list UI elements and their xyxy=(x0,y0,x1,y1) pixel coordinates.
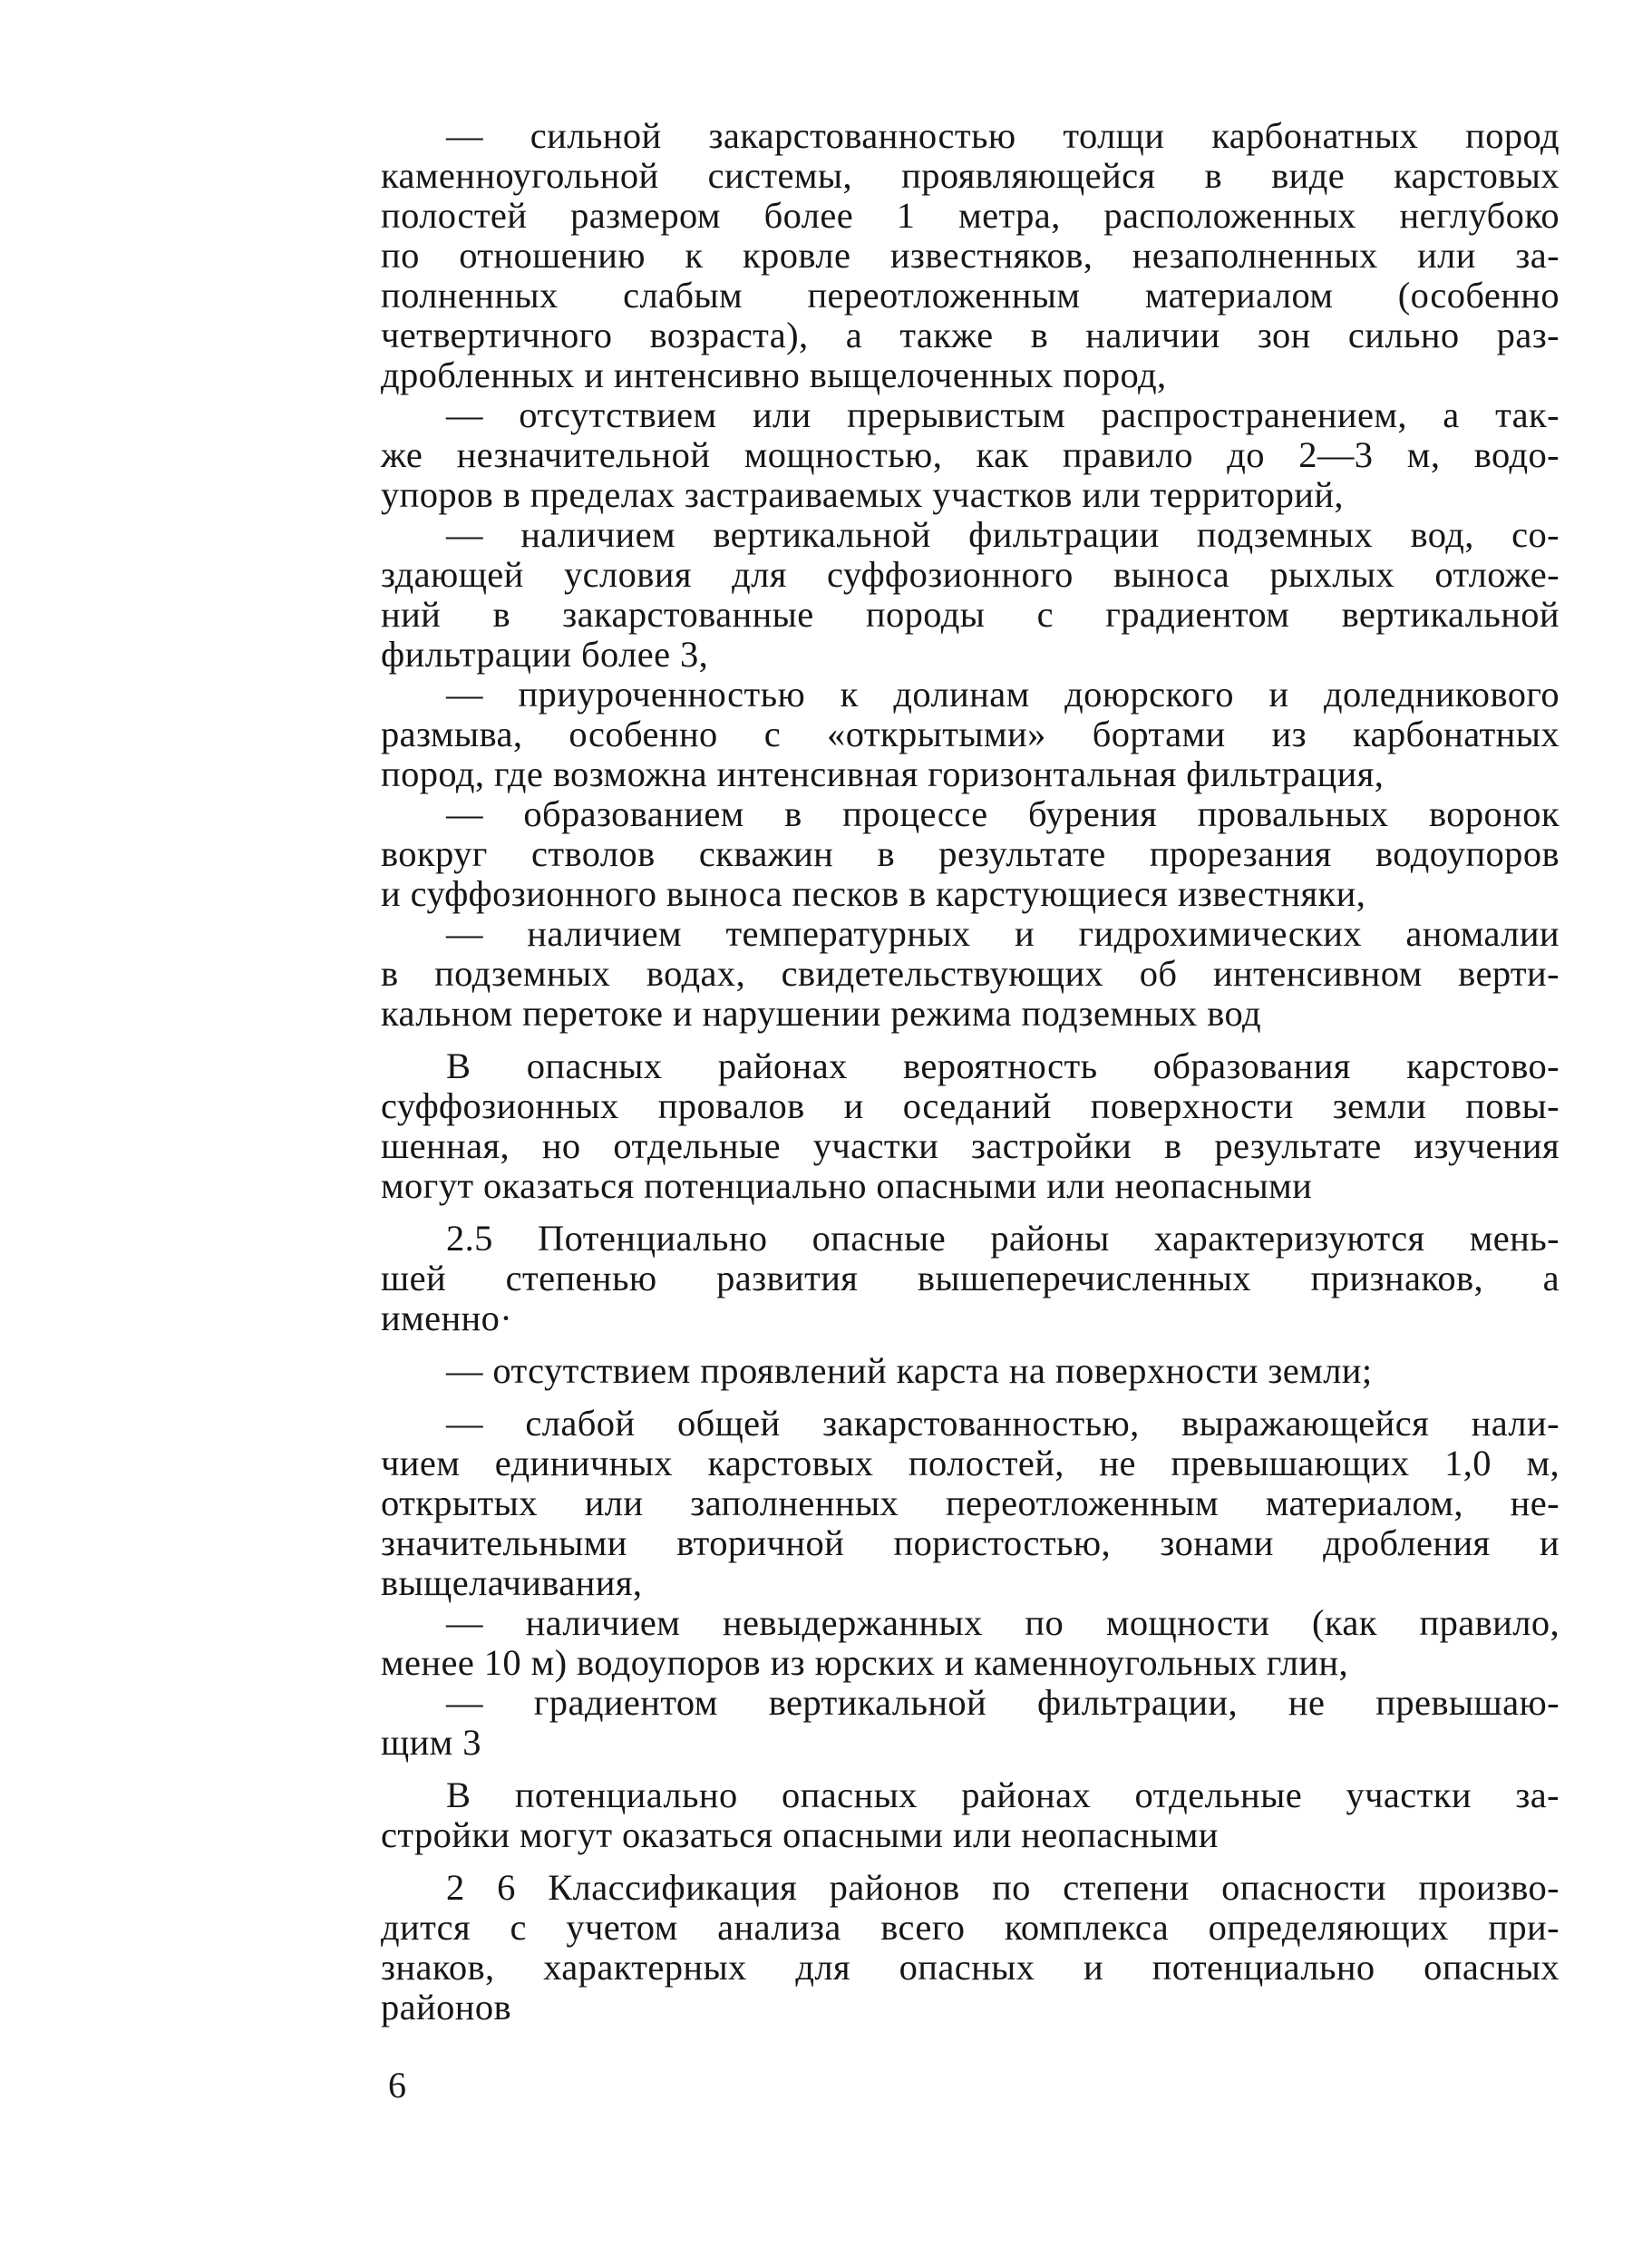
paragraph xyxy=(381,116,1560,395)
text-line: кальном перетоке и нарушении режима подземных вод xyxy=(381,993,1261,1034)
text-line: — слабой общей закарстованностью, выражающейся нали- xyxy=(446,1403,1560,1444)
text-line: — отсутствием или прерывистым распространением, а так- xyxy=(446,394,1560,435)
text-line: и суффозионного выноса песков в карстующиеся известняки, xyxy=(381,873,1366,914)
text-line: менее 10 м) водоупоров из юрских и каменноугольных глин, xyxy=(381,1642,1349,1683)
text-line: могут оказаться потенциально опасными или неопасными xyxy=(381,1165,1313,1206)
paragraph xyxy=(381,914,1560,1034)
text-line: стройки могут оказаться опасными или неопасными xyxy=(381,1814,1219,1855)
text-line: знаков, характерных для опасных и потенциально опасных xyxy=(381,1947,1560,1988)
paragraph xyxy=(381,1219,1560,1338)
text-line: значительными вторичной пористостью, зонами дробления и xyxy=(381,1522,1560,1563)
text-line: щим 3 xyxy=(381,1722,481,1763)
text-line: 2.5 Потенциально опасные районы характеризуются мень- xyxy=(446,1218,1560,1259)
text-line: В опасных районах вероятность образования карстово- xyxy=(446,1045,1560,1086)
text-line: — наличием невыдержанных по мощности (как правило, xyxy=(446,1602,1560,1643)
paragraph-gap xyxy=(381,1855,1560,1868)
paragraph xyxy=(381,1868,1560,2027)
text-line: — градиентом вертикальной фильтрации, не превышаю- xyxy=(446,1682,1560,1723)
text-line: чием единичных карстовых полостей, не превышающих 1,0 м, xyxy=(381,1443,1560,1483)
paragraph-gap xyxy=(381,1034,1560,1046)
text-line: упоров в пределах застраиваемых участков или территорий, xyxy=(381,474,1344,515)
text-line: именно· xyxy=(381,1298,513,1338)
text-line: ний в закарстованные породы с градиентом вертикальной xyxy=(381,594,1560,635)
text-line: — наличием температурных и гидрохимических аномалии xyxy=(446,913,1560,954)
paragraph xyxy=(381,1603,1560,1683)
paragraph-gap xyxy=(381,1206,1560,1219)
text-line: здающей условия для суффозионного выноса рыхлых отложе- xyxy=(381,554,1560,595)
text-line: дробленных и интенсивно выщелоченных пород, xyxy=(381,355,1167,395)
text-line: шей степенью развития вышеперечисленных признаков, а xyxy=(381,1258,1560,1298)
text-line: четвертичного возраста), а также в наличии зон сильно раз- xyxy=(381,315,1560,355)
text-line: полостей размером более 1 метра, расположенных неглубоко xyxy=(381,195,1560,236)
text-line: каменноугольной системы, проявляющейся в виде карстовых xyxy=(381,155,1560,196)
text-line: районов xyxy=(381,1987,511,2027)
text-line: по отношению к кровле известняков, незаполненных или за- xyxy=(381,235,1560,276)
paragraph xyxy=(381,395,1560,515)
text-line: фильтрации более 3, xyxy=(381,634,709,675)
text-line: открытых или заполненных переотложенным материалом, не- xyxy=(381,1483,1560,1523)
text-line: — приуроченностью к долинам доюрского и доледникового xyxy=(446,674,1560,715)
paragraph-gap xyxy=(381,1391,1560,1404)
text-line: в подземных водах, свидетельствующих об интенсивном верти- xyxy=(381,953,1560,994)
text-line: же незначительной мощностью, как правило до 2—3 м, водо- xyxy=(381,434,1560,475)
paragraph xyxy=(381,1404,1560,1603)
paragraph xyxy=(381,1683,1560,1763)
paragraph xyxy=(381,794,1560,914)
text-line: суффозионных провалов и оседаний поверхности земли повы- xyxy=(381,1085,1560,1126)
paragraph xyxy=(381,515,1560,675)
text-line: полненных слабым переотложенным материалом (особенно xyxy=(381,275,1560,316)
text-line: — образованием в процессе бурения провальных воронок xyxy=(446,793,1560,834)
page-text xyxy=(381,116,1560,2027)
text-line: — наличием вертикальной фильтрации подземных вод, со- xyxy=(446,514,1560,555)
text-line: 2 6 Классификация районов по степени опасности произво- xyxy=(446,1867,1560,1908)
paragraph xyxy=(381,1046,1560,1206)
paragraph xyxy=(381,1775,1560,1855)
text-line: В потенциально опасных районах отдельные участки за- xyxy=(446,1775,1560,1815)
text-line: — сильной закарстованностью толщи карбонатных пород xyxy=(446,115,1560,156)
text-line: выщелачивания, xyxy=(381,1562,643,1603)
text-line: пород, где возможна интенсивная горизонтальная фильтрация, xyxy=(381,754,1385,794)
text-line: шенная, но отдельные участки застройки в результате изучения xyxy=(381,1125,1560,1166)
paragraph xyxy=(381,675,1560,794)
paragraph-gap xyxy=(381,1338,1560,1351)
text-line: дится с учетом анализа всего комплекса определяющих при- xyxy=(381,1907,1560,1948)
paragraph xyxy=(381,1351,1560,1391)
paragraph-gap xyxy=(381,1763,1560,1775)
text-line: — отсутствием проявлений карста на поверхности земли; xyxy=(446,1350,1373,1391)
text-line: вокруг стволов скважин в результате прорезания водоупоров xyxy=(381,833,1560,874)
text-line: размыва, особенно с «открытыми» бортами из карбонатных xyxy=(381,714,1560,754)
page-number: 6 xyxy=(388,2065,406,2105)
